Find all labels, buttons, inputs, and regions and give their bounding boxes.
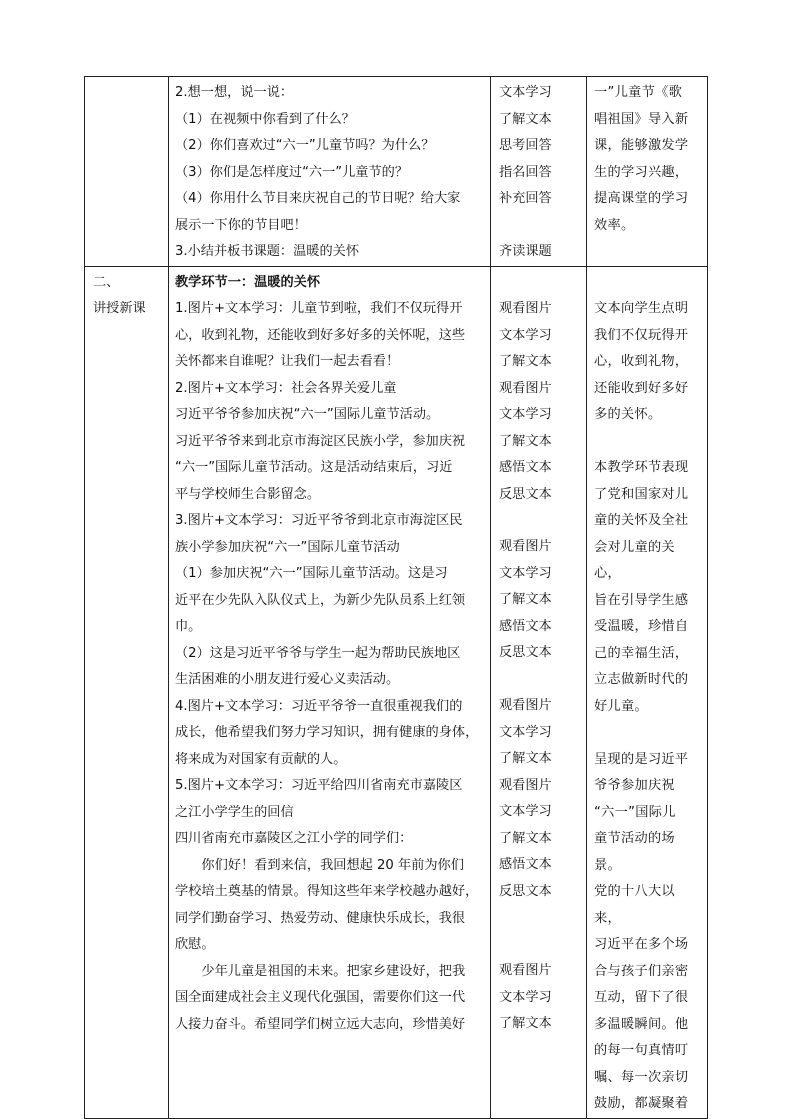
intent-cell — [587, 77, 708, 267]
activity-cell — [491, 266, 587, 1118]
intent-line: “六一”国际儿 — [594, 804, 676, 820]
intent-line: 生的学习兴趣， — [594, 164, 689, 180]
section-heading: 教学环节一：温暖的关怀 — [175, 274, 321, 290]
stage-label: 二、 — [93, 274, 120, 290]
text-line: 平与学校师生合影留念。 — [175, 486, 321, 502]
text-line: 近平在少先队入队仪式上，为新少先队员系上红领 — [175, 592, 466, 608]
intent-line: 一”儿童节《歌 — [594, 85, 683, 100]
intent-line: 的每一句真情叮 — [594, 1043, 689, 1058]
text-line: （2）你们喜欢过“六一”儿童节吗？为什么？ — [175, 138, 435, 153]
activity-line: 文本学习 — [499, 989, 552, 1005]
intent-line: 心，收到礼物， — [594, 354, 689, 369]
intent-line: 本教学环节表现 — [594, 460, 689, 475]
text-line: “六一”国际儿童节活动。这是活动结束后，习近 — [175, 460, 453, 475]
intent-line: 我们不仅玩得开 — [594, 327, 689, 343]
activity-line: 了解文本 — [499, 111, 552, 127]
text-line: （3）你们是怎样度过“六一”儿童节的？ — [175, 164, 409, 180]
stage-cell — [85, 77, 169, 267]
intent-line: 童的关怀及全社 — [594, 513, 689, 528]
text-line: 将来成为对国家有贡献的人。 — [175, 751, 347, 767]
table-row — [85, 77, 708, 267]
activity-line: 观看图片 — [499, 301, 552, 316]
text-line: 习近平爷爷参加庆祝“六一”国际儿童节活动。 — [175, 407, 440, 422]
text-line: 生活困难的小朋友进行爱心义卖活动。 — [175, 672, 400, 687]
text-line: 3.图片+文本学习：习近平爷爷到北京市海淀区民 — [175, 513, 463, 528]
intent-line: 己的幸福生活， — [594, 645, 689, 661]
intent-line: 互动，留下了很 — [594, 990, 689, 1005]
intent-line: 好儿童。 — [594, 698, 648, 714]
text-line: 习近平爷爷来到北京市海淀区民族小学，参加庆祝 — [175, 433, 466, 449]
intent-line: 受温暖，珍惜自 — [594, 619, 689, 634]
activity-line: 了解文本 — [499, 592, 552, 607]
letter-line: 少年儿童是祖国的未来。把家乡建设好，把我 — [201, 963, 466, 979]
activity-line: 了解文本 — [499, 433, 552, 449]
activity-line — [499, 213, 586, 240]
activity-line: 感悟文本 — [499, 460, 552, 475]
letter-line: 同学们勤奋学习、热爱劳动、健康快乐成长，我很 — [175, 910, 466, 926]
activity-cell — [491, 77, 587, 267]
activity-line: 感悟文本 — [499, 618, 552, 634]
letter-line: 欣慰。 — [175, 937, 215, 952]
activity-line: 反思文本 — [499, 486, 552, 502]
intent-line: 唱祖国》导入新 — [594, 111, 689, 127]
lesson-plan-table — [84, 76, 708, 1119]
intent-line: 文本向学生点明 — [594, 301, 689, 316]
intent-line: 还能收到好多好 — [594, 380, 689, 396]
activity-line: 观看图片 — [499, 963, 552, 978]
activity-line: 文本学习 — [499, 85, 552, 100]
text-line: 2.想一想，说一说： — [175, 85, 294, 100]
activity-line: 齐读课题 — [499, 244, 552, 259]
content-cell — [169, 77, 491, 267]
intent-line: 课，能够激发学 — [594, 138, 689, 153]
stage-label: 讲授新课 — [93, 301, 146, 316]
text-line: 四川省南充市嘉陵区之江小学的同学们： — [175, 831, 413, 846]
activity-line: 观看图片 — [499, 539, 552, 554]
intent-line: 嘱、每一次亲切 — [594, 1069, 689, 1085]
intent-line: 多温暖瞬间。他 — [594, 1016, 689, 1032]
activity-line: 观看图片 — [499, 777, 552, 793]
text-line: 关怀都来自谁呢？让我们一起去看看！ — [175, 354, 400, 369]
intent-line: 效率。 — [594, 217, 635, 233]
activity-line: 思考回答 — [499, 138, 552, 153]
activity-line: 反思文本 — [499, 883, 552, 899]
intent-line: 会对儿童的关心， — [594, 539, 675, 581]
activity-line: 观看图片 — [499, 380, 552, 396]
activity-line: 补充回答 — [499, 191, 552, 206]
letter-line: 国全面建成社会主义现代化强国，需要你们这一代 — [175, 990, 466, 1005]
activity-line: 文本学习 — [499, 407, 552, 422]
text-line: 1.图片+文本学习：儿童节到啦，我们不仅玩得开 — [175, 301, 463, 316]
text-line: 展示一下你的节目吧！ — [175, 217, 307, 233]
intent-line: 党的十八大以来， — [594, 884, 675, 926]
intent-line: 爷爷参加庆祝 — [594, 778, 675, 793]
activity-line: 文本学习 — [499, 804, 552, 819]
activity-line: 反思文本 — [499, 645, 552, 660]
text-line: （4）你用什么节目来庆祝自己的节日呢？给大家 — [175, 191, 461, 206]
stage-cell — [85, 266, 169, 1118]
intent-line: 童节活动的场景。 — [594, 831, 675, 873]
intent-line: 多的关怀。 — [594, 407, 662, 422]
text-line: 3.小结并板书课题：温暖的关怀 — [175, 244, 360, 259]
intent-line: 提高课堂的学习 — [594, 191, 689, 206]
text-line: 族小学参加庆祝“六一”国际儿童节活动 — [175, 539, 400, 555]
intent-cell — [587, 266, 708, 1118]
letter-line: 你们好！看到来信，我回想起 20 年前为你们 — [201, 857, 464, 873]
activity-line: 了解文本 — [499, 1016, 552, 1031]
intent-line: 立志做新时代的 — [594, 672, 689, 687]
text-line: 之江小学学生的回信 — [175, 804, 294, 820]
intent-line: 呈现的是习近平 — [594, 751, 689, 767]
intent-line: 鼓励，都凝聚着 — [594, 1096, 689, 1111]
activity-line: 感悟文本 — [499, 857, 552, 872]
intent-line: 旨在引导学生感 — [594, 592, 689, 608]
activity-line: 了解文本 — [499, 751, 552, 766]
text-line: 巾。 — [175, 619, 202, 634]
intent-line: 合与孩子们亲密 — [594, 963, 689, 979]
intent-line: 了党和国家对儿 — [594, 486, 689, 502]
content-cell — [169, 266, 491, 1118]
text-line: 4.图片+文本学习：习近平爷爷一直很重视我们的 — [175, 698, 463, 714]
text-line: （1）参加庆祝“六一”国际儿童节活动。这是习 — [175, 566, 448, 581]
text-line: 5.图片+文本学习：习近平给四川省南充市嘉陵区 — [175, 778, 463, 793]
text-line: （2）这是习近平爷爷与学生一起为帮助民族地区 — [175, 645, 461, 661]
letter-line: 人接力奋斗。希望同学们树立远大志向，珍惜美好 — [175, 1016, 466, 1032]
activity-line: 了解文本 — [499, 830, 552, 846]
intent-line: 习近平在多个场 — [594, 937, 689, 952]
table-row — [85, 266, 708, 1118]
letter-line: 学校培土奠基的情景。得知这些年来学校越办越好， — [175, 884, 479, 899]
activity-line: 文本学习 — [499, 327, 552, 343]
activity-line: 观看图片 — [499, 698, 552, 713]
activity-line: 指名回答 — [499, 164, 552, 180]
text-line: 心，收到礼物，还能收到好多好多的关怀呢，这些 — [175, 327, 466, 343]
text-line: （1）在视频中你看到了什么？ — [175, 111, 355, 127]
activity-line: 文本学习 — [499, 565, 552, 581]
text-line: 2.图片+文本学习：社会各界关爱儿童 — [175, 380, 397, 396]
activity-line: 文本学习 — [499, 724, 552, 740]
text-line: 成长，他希望我们努力学习知识，拥有健康的身体， — [175, 725, 479, 740]
activity-line: 了解文本 — [499, 354, 552, 369]
